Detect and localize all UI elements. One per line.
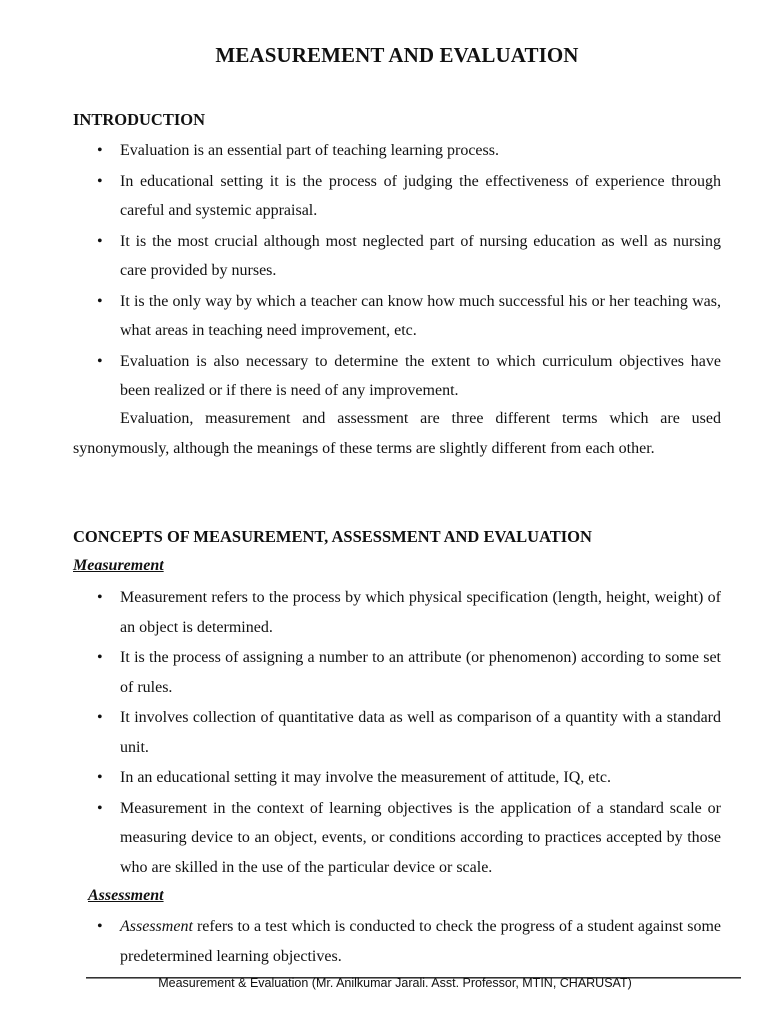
assessment-subheading: Assessment (88, 887, 164, 904)
list-item: • Evaluation is an essential part of teaching learning process. (73, 136, 721, 166)
list-item (73, 912, 721, 971)
list-item: • In educational setting it is the process of judging the effectiveness of experience through careful and systemic appraisal. (73, 167, 721, 226)
list-item: • Evaluation is also necessary to determine the extent to which curriculum objectives have been realized or if there is need of any improvement. (73, 347, 721, 406)
list-item: • It is the only way by which a teacher can know how much successful his or her teaching was, what areas in teaching need improvement, etc. (73, 287, 721, 346)
assessment-term: Assessment (120, 918, 193, 935)
assessment-definition: refers to a test which is conducted to check the progress of a student against some predetermined learning objectives. (120, 918, 721, 965)
introduction-list (73, 136, 721, 407)
concepts-heading: CONCEPTS OF MEASUREMENT, ASSESSMENT AND EVALUATION (73, 527, 592, 546)
assessment-list (73, 912, 721, 972)
list-item: • It is the process of assigning a number to an attribute (or phenomenon) according to some set of rules. (73, 643, 721, 702)
measurement-list (73, 583, 721, 883)
list-item: • It involves collection of quantitative data as well as comparison of a quantity with a standard unit. (73, 703, 721, 762)
list-item: • It is the most crucial although most neglected part of nursing education as well as nursing care provided by nurses. (73, 227, 721, 286)
page-title: MEASUREMENT AND EVALUATION (215, 43, 579, 67)
measurement-subheading: Measurement (73, 557, 164, 574)
list-item: • Measurement in the context of learning objectives is the application of a standard scale or measuring device to an object, events, or conditions according to practices accepted by those who are skilled in the use of the particular device or scale. (73, 794, 721, 883)
list-item: • Measurement refers to the process by which physical specification (length, height, weight) of an object is determined. (73, 583, 721, 642)
list-item: • In an educational setting it may involve the measurement of attitude, IQ, etc. (73, 763, 721, 793)
introduction-paragraph: Evaluation, measurement and assessment are three different terms which are used synonymously, although the meanings of these terms are slightly different from each other. (73, 410, 721, 457)
page-footer: Measurement & Evaluation (Mr. Anilkumar Jarali. Asst. Professor, MTIN, CHARUSAT) (158, 976, 632, 990)
introduction-heading: INTRODUCTION (73, 110, 206, 129)
